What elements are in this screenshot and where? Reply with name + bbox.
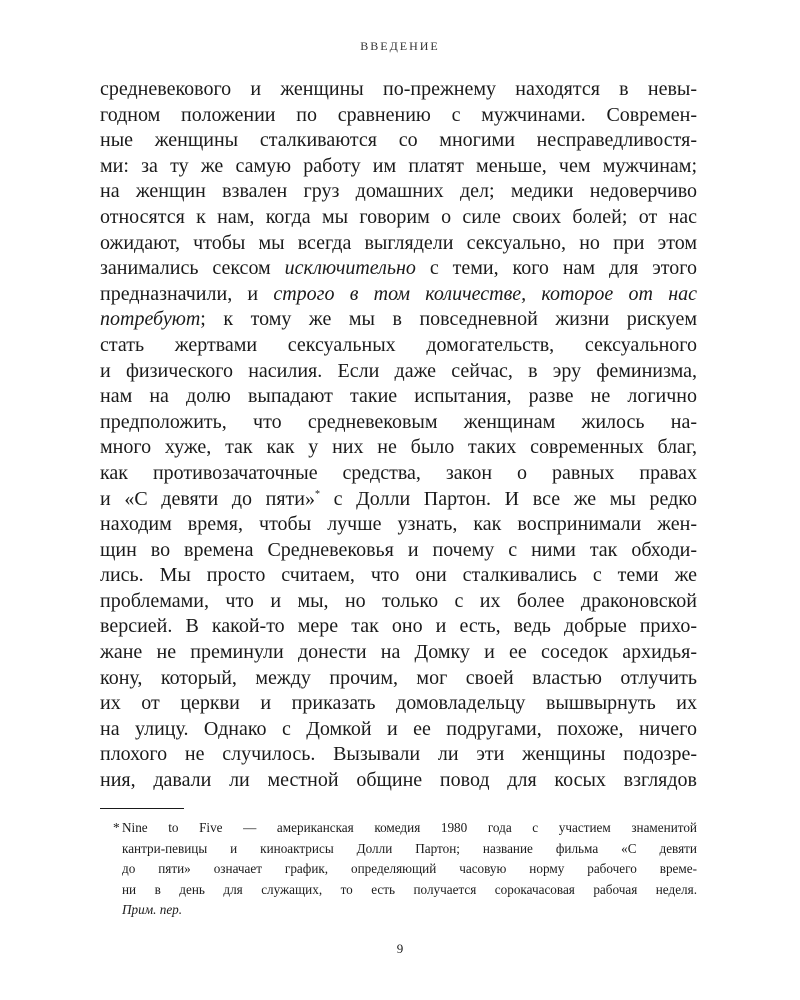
text-line: нам на долю выпадают такие испытания, разве не логично (100, 385, 697, 408)
footnote-line: Nine to Five — американская комедия 1980 года с участием знаменитой (122, 820, 697, 835)
text-fragment: занимались сексом (100, 257, 285, 280)
text-line: щин во времена Средневековья и почему с ними так обходи- (100, 538, 697, 561)
text-line: ожидают, чтобы мы всегда выглядели сексуально, но при этом (100, 231, 697, 254)
text-line: как противозачаточные средства, закон о равных правах (100, 461, 697, 484)
footnote-line: кантри-певицы и киноактрисы Долли Партон; название фильма «С девяти (122, 840, 697, 856)
emphasis-text: исключительно (284, 257, 416, 280)
text-line: их от церкви и приказать домовладельцу вышвырнуть их (100, 692, 697, 715)
text-line: годном положении по сравнению с мужчинами. Современ- (100, 103, 697, 126)
text-fragment: с теми, кого нам для этого (415, 257, 697, 280)
text-line: стать жертвами сексуальных домогательств, сексуального (100, 333, 697, 356)
text-line: находим время, чтобы лучше узнать, как воспринимали жен- (100, 513, 697, 536)
text-line: ми: за ту же самую работу им платят меньше, чем мужчинам; (100, 154, 697, 177)
text-line (100, 256, 697, 282)
emphasis-text: строго в том количестве, которое от нас (273, 282, 697, 305)
text-line: много хуже, так как у них не было таких современных благ, (100, 436, 697, 459)
text-line: версией. В какой-то мере так оно и есть, ведь добрые прихо- (100, 615, 697, 638)
footnote-reference[interactable]: * (314, 488, 320, 500)
text-line: на улицу. Однако с Домкой и ее подругами, похоже, ничего (100, 717, 697, 740)
text-line: относятся к нам, когда мы говорим о силе своих болей; от нас (100, 205, 697, 228)
text-line: предположить, что средневековым женщинам жилось на- (100, 410, 697, 433)
footnote-line: ни в день для служащих, то есть получается сорокачасовая рабочая неделя. (122, 881, 697, 897)
text-line: плохого не случилось. Вызывали ли эти женщины подозре- (100, 743, 697, 766)
footnote-divider (100, 808, 184, 809)
text-line (100, 307, 697, 333)
emphasis-text: потребуют (100, 308, 201, 331)
translator-note: Прим. пер. (122, 902, 183, 917)
text-line: проблемами, что и мы, но только с их более драконовской (100, 589, 697, 612)
text-line: жане не преминули донести на Домку и ее соседок архидья- (100, 641, 697, 664)
text-line: средневекового и женщины по-прежнему находятся в невы- (100, 78, 697, 100)
page-number: 9 (396, 941, 404, 956)
text-fragment: с Долли Партон. И все же мы редко (319, 487, 697, 510)
text-line: ные женщины сталкиваются со многими несправедливостя- (100, 129, 697, 152)
text-line: и физического насилия. Если даже сейчас, в эру феминизма, (100, 359, 697, 382)
footnote-line: до пяти» означает график, определяющий часовую норму рабочего време- (122, 861, 697, 876)
footnote (113, 818, 697, 921)
body-text (100, 77, 697, 794)
text-line: лись. Мы просто считаем, что они сталкивались с теми же (100, 564, 697, 587)
footnote-marker: * (113, 820, 120, 835)
text-line (100, 282, 697, 308)
text-line: кону, который, между прочим, мог своей властью отлучить (100, 666, 697, 689)
text-line: ния, давали ли местной общине повод для косых взглядов (100, 769, 697, 792)
text-line (100, 487, 697, 513)
text-fragment: предназначили, и (100, 282, 274, 305)
text-fragment: ; к тому же мы в повседневной жизни рискуем (200, 308, 697, 331)
text-line: на женщин взвален груз домашних дел; медики недоверчиво (100, 180, 697, 203)
running-head: ВВЕДЕНИЕ (360, 39, 440, 53)
text-fragment: и «С девяти до пяти» (100, 487, 315, 510)
